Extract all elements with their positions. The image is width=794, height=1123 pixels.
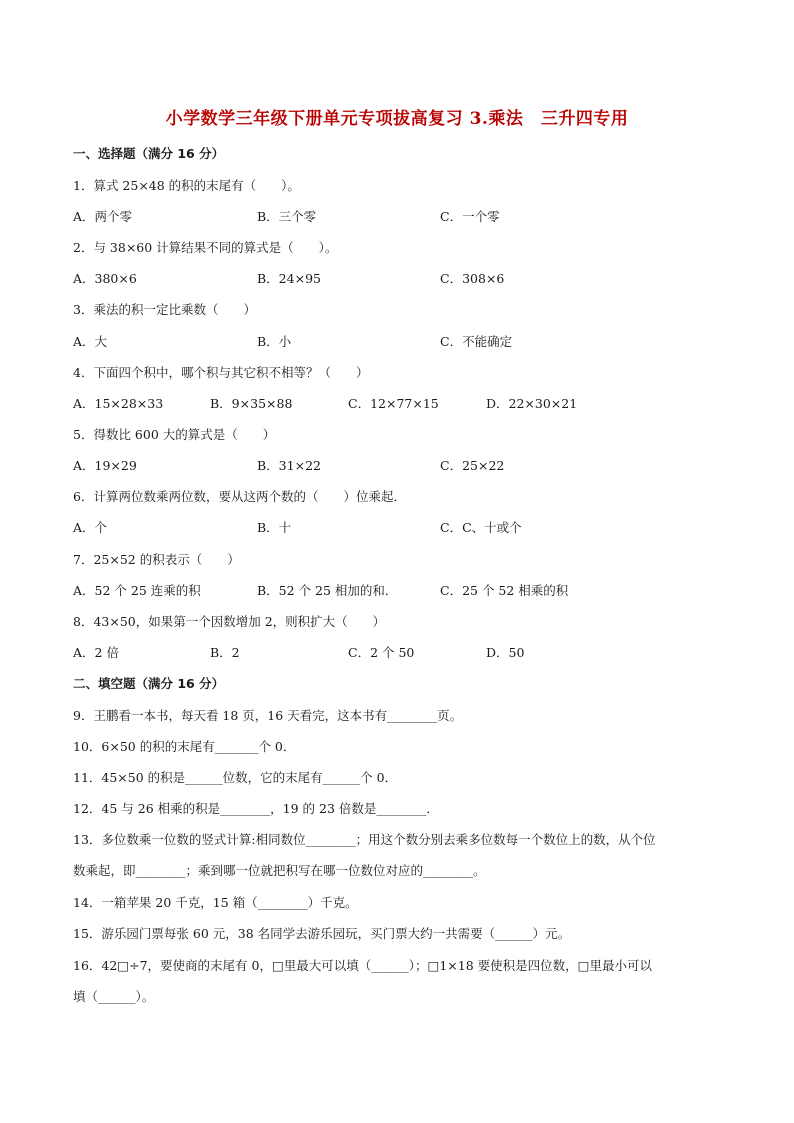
section-heading-fill: 二、填空题（满分 16 分） (73, 676, 225, 691)
question-1: 1．算式 25×48 的积的末尾有（ ）。 (73, 178, 300, 193)
question-13-line-1: 13．多位数乘一位数的竖式计算:相同数位________；用这个数分别去乘多位数每一个数位上的数，从个位 (73, 832, 656, 847)
question-11: 11．45×50 的积是______位数，它的末尾有______个 0． (73, 770, 398, 785)
question-16-line-2: 填（______）。 (73, 989, 155, 1004)
q2-option-a: A．380×6 (73, 271, 137, 286)
q8-option-b: B．2 (210, 645, 240, 660)
q2-option-b: B．24×95 (257, 271, 321, 286)
question-10: 10．6×50 的积的末尾有_______个 0． (73, 739, 296, 754)
question-8: 8．43×50，如果第一个因数增加 2，则积扩大（ ） (73, 614, 386, 629)
question-4: 4．下面四个积中，哪个积与其它积不相等？（ ） (73, 365, 369, 380)
q3-option-b: B．小 (257, 334, 292, 349)
q4-option-b: B．9×35×88 (210, 396, 293, 411)
q1-option-c: C．一个零 (440, 209, 500, 224)
question-14: 14．一箱苹果 20 千克，15 箱（________）千克。 (73, 895, 358, 910)
q5-option-c: C．25×22 (440, 458, 505, 473)
question-2: 2．与 38×60 计算结果不同的算式是（ ）。 (73, 240, 338, 255)
page-title: 小学数学三年级下册单元专项拔高复习 3.乘法 三升四专用 (165, 109, 629, 129)
q8-option-a: A．2 倍 (73, 645, 119, 660)
q3-option-c: C．不能确定 (440, 334, 513, 349)
q4-option-d: D．22×30×21 (486, 396, 578, 411)
section-heading-choice: 一、选择题（满分 16 分） (73, 146, 225, 161)
q2-option-c: C．308×6 (440, 271, 505, 286)
q8-option-d: D．50 (486, 645, 525, 660)
q7-option-b: B．52 个 25 相加的和． (257, 583, 398, 598)
question-15: 15．游乐园门票每张 60 元，38 名同学去游乐园玩，买门票大约一共需要（______）元。 (73, 926, 571, 941)
question-3: 3．乘法的积一定比乘数（ ） (73, 302, 256, 317)
q5-option-a: A．19×29 (73, 458, 137, 473)
q8-option-c: C．2 个 50 (348, 645, 415, 660)
question-9: 9．王鹏看一本书，每天看 18 页，16 天看完，这本书有________页。 (73, 708, 463, 723)
question-13-line-2: 数乘起，即________；乘到哪一位就把积写在哪一位数位对应的________。 (73, 863, 486, 878)
question-5: 5．得数比 600 大的算式是（ ） (73, 427, 276, 442)
q3-option-a: A．大 (73, 334, 108, 349)
q6-option-c: C．C、十或个 (440, 520, 522, 535)
q6-option-a: A．个 (73, 520, 108, 535)
question-12: 12．45 与 26 相乘的积是________，19 的 23 倍数是________． (73, 801, 439, 816)
q7-option-a: A．52 个 25 连乘的积 (73, 583, 201, 598)
q1-option-b: B．三个零 (257, 209, 317, 224)
q4-option-c: C．12×77×15 (348, 396, 439, 411)
question-7: 7．25×52 的积表示（ ） (73, 552, 240, 567)
q7-option-c: C．25 个 52 相乘的积 (440, 583, 569, 598)
question-16-line-1: 16．42□÷7，要使商的末尾有 0，□里最大可以填（______）；□1×18 要使积是四位数，□里最小可以 (73, 958, 652, 973)
q5-option-b: B．31×22 (257, 458, 321, 473)
question-6: 6．计算两位数乘两位数，要从这两个数的（ ）位乘起． (73, 489, 406, 504)
q6-option-b: B．十 (257, 520, 292, 535)
q4-option-a: A．15×28×33 (73, 396, 164, 411)
q1-option-a: A．两个零 (73, 209, 133, 224)
